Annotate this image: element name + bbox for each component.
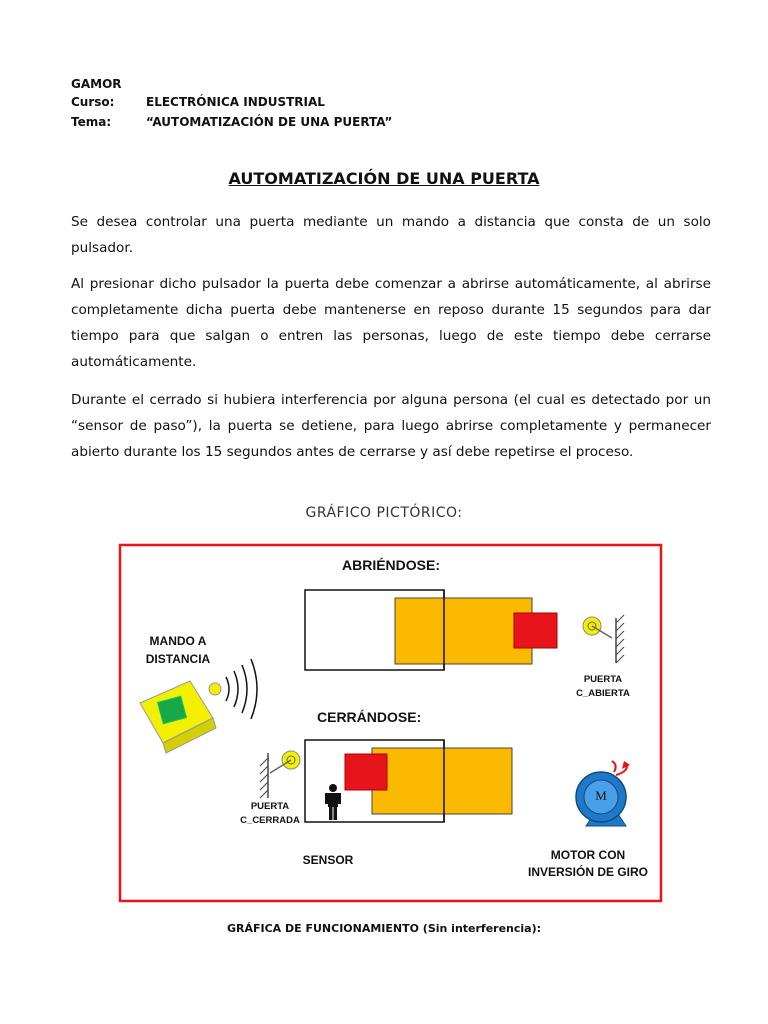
remote-label-line2: DISTANCIA — [145, 652, 211, 666]
document-title: AUTOMATIZACIÓN DE UNA PUERTA — [228, 169, 540, 188]
opening-label: ABRIÉNDOSE: — [341, 557, 440, 573]
paragraph-1: Se desea controlar una puerta mediante un mando a distancia que consta de un solo pulsador. — [71, 214, 711, 256]
motor-symbol: M — [595, 788, 607, 803]
course-value: ELECTRÓNICA INDUSTRIAL — [146, 95, 325, 109]
chart-caption: GRÁFICA DE FUNCIONAMIENTO (Sin interferencia): — [226, 922, 542, 935]
closing-actuator — [345, 754, 387, 790]
closing-label: CERRÁNDOSE: — [317, 709, 422, 725]
paragraph-3: Durante el cerrado si hubiera interferencia por alguna persona (el cual es detectado por un “sensor de paso”), la puerta se detiene, para luego abrirse completamente y permanecer abierto durante los 15 segundos antes de cerrarse y así debe repetirse el proceso. — [71, 392, 711, 460]
closed-limit-label-line1: PUERTA — [250, 801, 290, 812]
pictorial-heading: GRÁFICO PICTÓRICO: — [305, 505, 463, 521]
opening-actuator — [514, 613, 557, 648]
remote-label-line1: MANDO A — [149, 634, 207, 648]
remote-control-icon — [140, 659, 257, 753]
course-line — [71, 92, 325, 112]
open-limit-label-line2: C_ABIERTA — [576, 688, 630, 699]
topic-line — [71, 112, 393, 132]
course-label: Curso: — [71, 95, 115, 109]
opening-door-panel — [395, 598, 532, 664]
institution-line — [71, 74, 122, 94]
paragraph-2: Al presionar dicho pulsador la puerta debe comenzar a abrirse automáticamente, al abrirse completamente dicha puerta debe mantenerse en reposo durante 15 segundos para dar tiempo para que salgan o entren las personas, luego de este tiempo debe cerrarse automáticamente. — [71, 276, 711, 370]
open-limit-label-line1: PUERTA — [583, 674, 623, 685]
closed-limit-label-line2: C_CERRADA — [240, 815, 300, 826]
open-limit-switch-icon — [583, 615, 624, 663]
topic-label: Tema: — [71, 115, 112, 129]
closed-limit-switch-icon — [260, 751, 300, 798]
institution-name: GAMOR — [71, 77, 122, 91]
sensor-label: SENSOR — [302, 853, 354, 867]
topic-value: “AUTOMATIZACIÓN DE UNA PUERTA” — [146, 115, 393, 129]
closing-door-panel — [372, 748, 512, 814]
motor-label-line2: INVERSIÓN DE GIRO — [527, 865, 649, 879]
motor-label-line1: MOTOR CON — [550, 848, 626, 862]
pictorial-diagram — [118, 543, 664, 905]
